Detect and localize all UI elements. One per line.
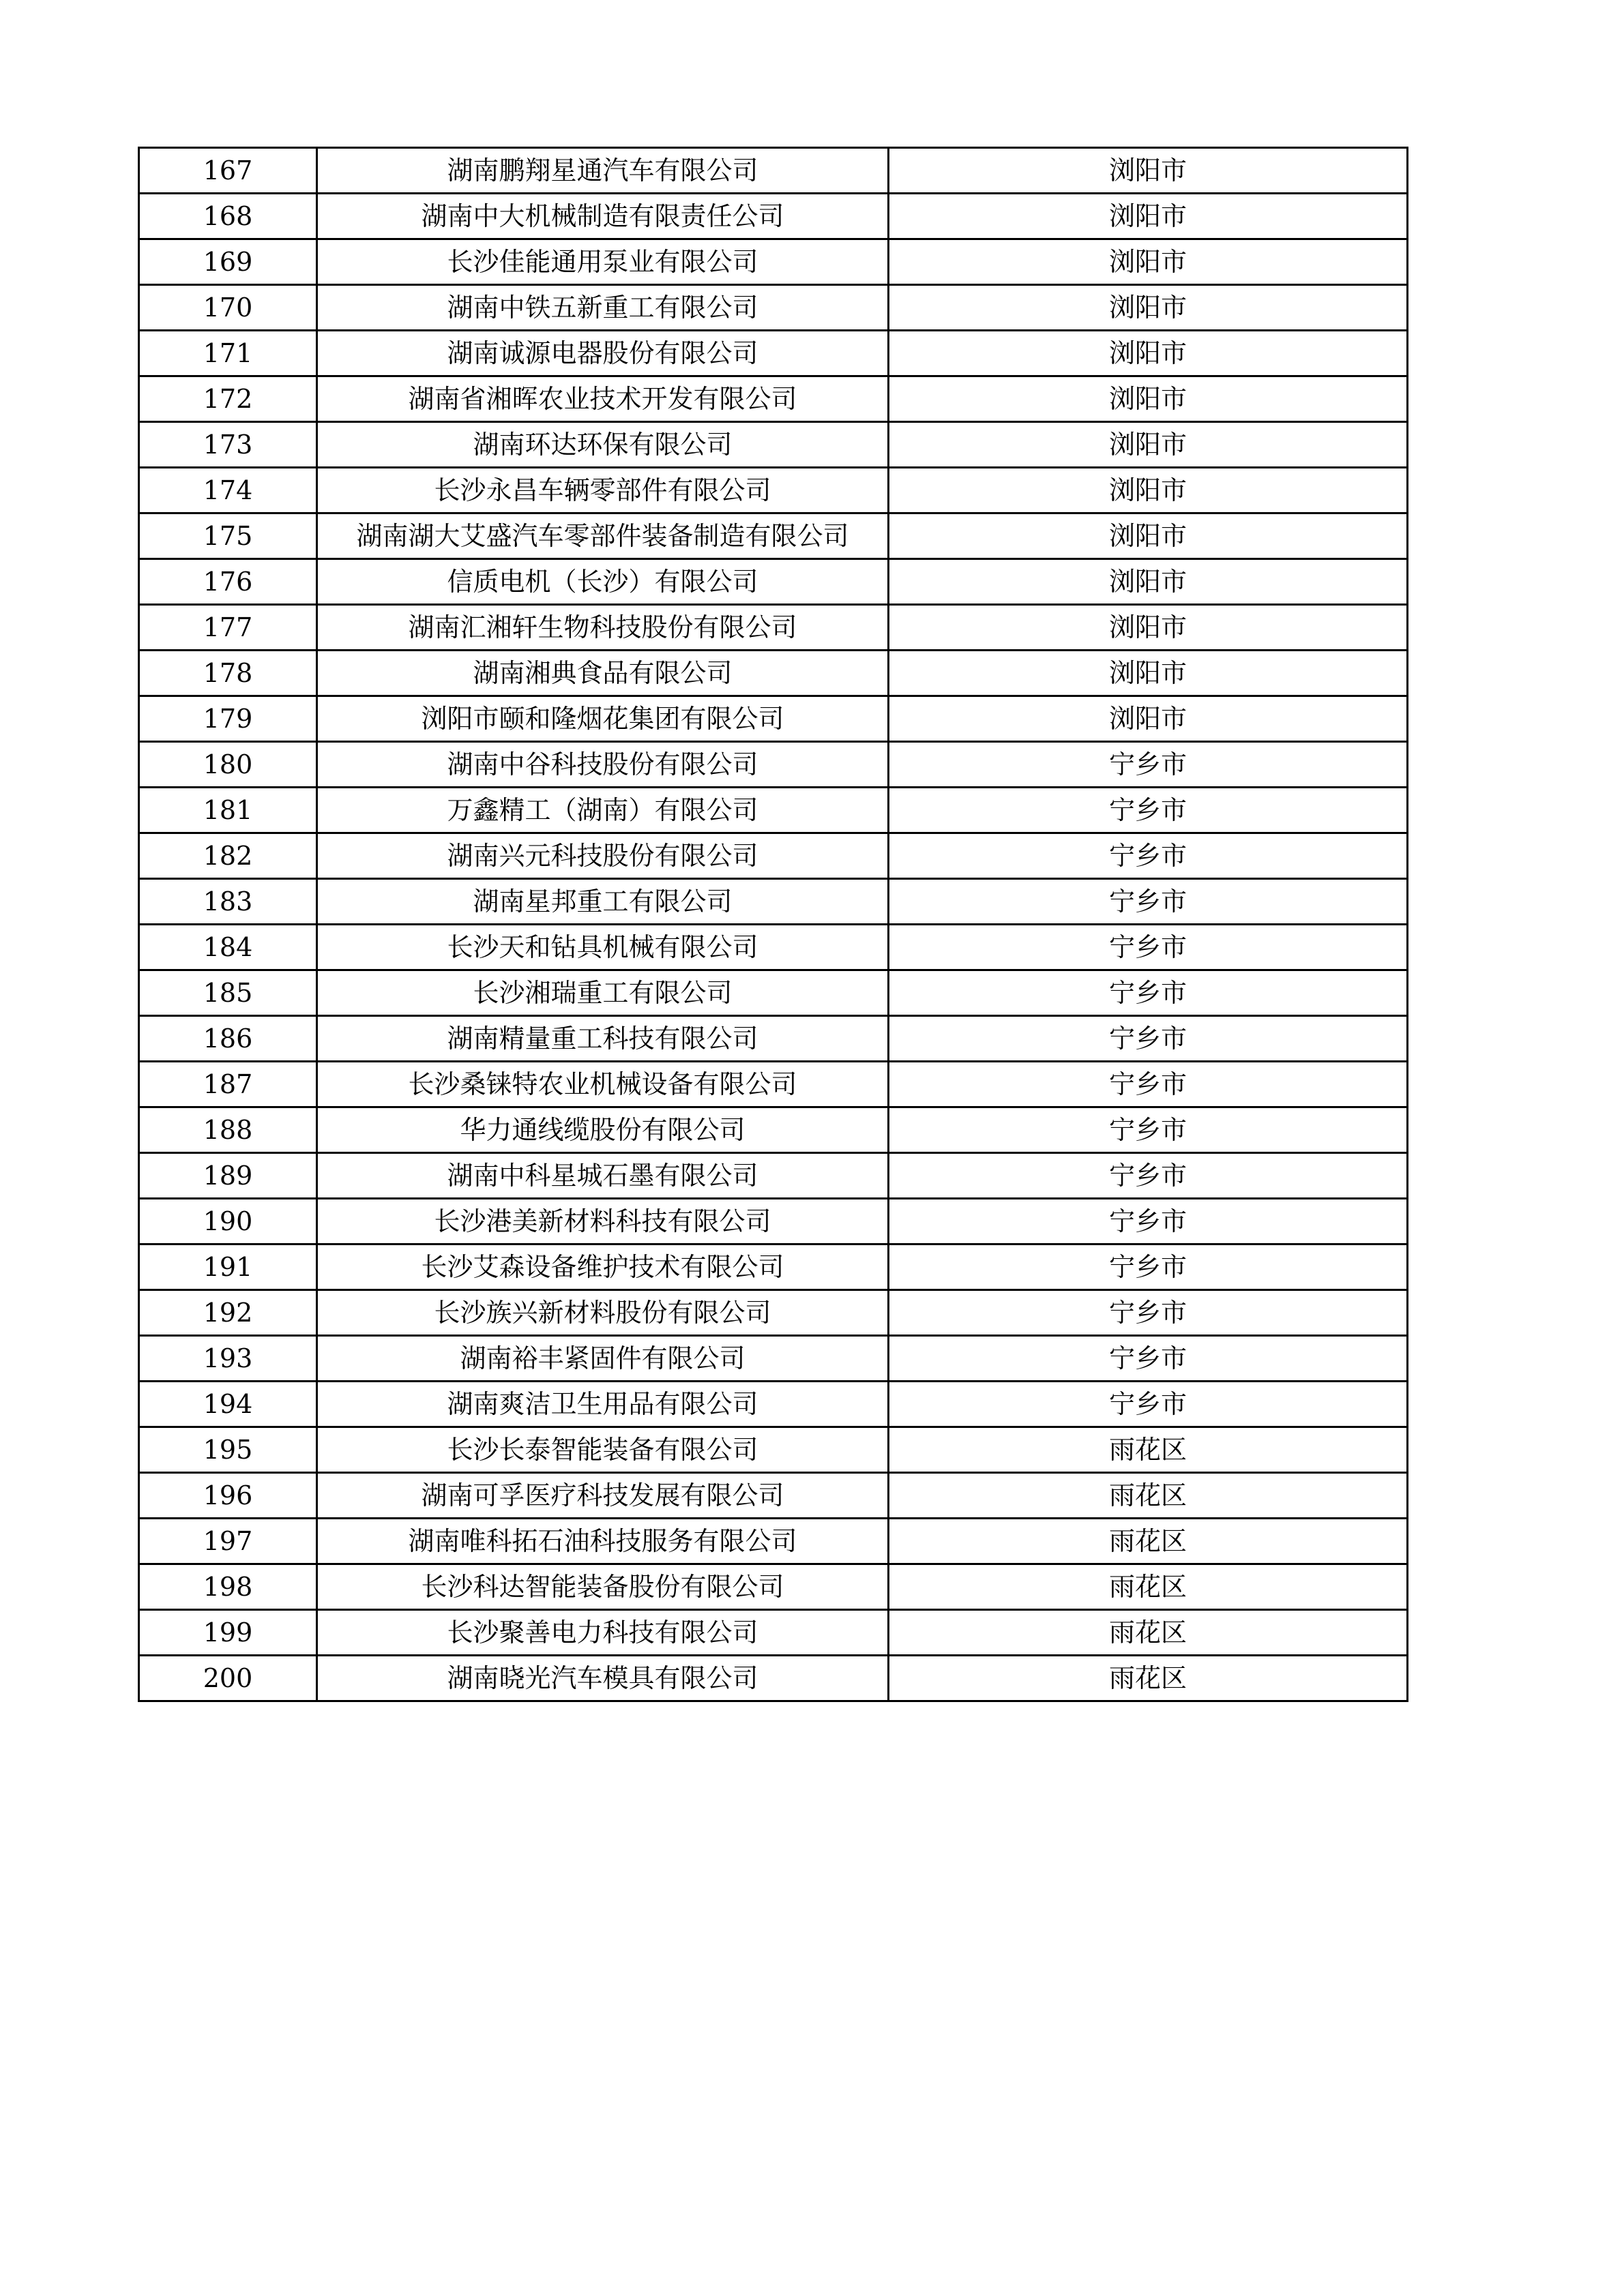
row-number-cell: 170 — [139, 285, 317, 331]
company-name-cell: 湖南中谷科技股份有限公司 — [317, 742, 889, 788]
region-cell: 浏阳市 — [889, 605, 1408, 651]
region-cell: 宁乡市 — [889, 833, 1408, 879]
company-name-cell: 湖南中大机械制造有限责任公司 — [317, 194, 889, 239]
region-cell: 雨花区 — [889, 1427, 1408, 1473]
company-name-cell: 湖南裕丰紧固件有限公司 — [317, 1336, 889, 1382]
row-number-cell: 188 — [139, 1107, 317, 1153]
company-name-cell: 长沙艾森设备维护技术有限公司 — [317, 1244, 889, 1290]
table-row — [139, 1107, 1408, 1153]
table-row — [139, 148, 1408, 194]
region-cell: 雨花区 — [889, 1564, 1408, 1610]
row-number-cell: 187 — [139, 1062, 317, 1107]
row-number-cell: 196 — [139, 1473, 317, 1519]
row-number-cell: 198 — [139, 1564, 317, 1610]
table-row — [139, 1290, 1408, 1336]
table-row — [139, 513, 1408, 559]
table-row — [139, 194, 1408, 239]
table-row — [139, 1336, 1408, 1382]
table-row — [139, 742, 1408, 788]
company-name-cell: 湖南湘典食品有限公司 — [317, 651, 889, 696]
row-number-cell: 173 — [139, 422, 317, 468]
row-number-cell: 189 — [139, 1153, 317, 1199]
table-row — [139, 925, 1408, 970]
table-row — [139, 1062, 1408, 1107]
company-name-cell: 浏阳市颐和隆烟花集团有限公司 — [317, 696, 889, 742]
company-name-cell: 湖南可孚医疗科技发展有限公司 — [317, 1473, 889, 1519]
row-number-cell: 181 — [139, 788, 317, 833]
row-number-cell: 175 — [139, 513, 317, 559]
row-number-cell: 197 — [139, 1519, 317, 1564]
region-cell: 浏阳市 — [889, 148, 1408, 194]
table-row — [139, 1244, 1408, 1290]
row-number-cell: 177 — [139, 605, 317, 651]
company-name-cell: 长沙科达智能装备股份有限公司 — [317, 1564, 889, 1610]
table-row — [139, 1199, 1408, 1244]
table-row — [139, 376, 1408, 422]
table-row — [139, 422, 1408, 468]
region-cell: 宁乡市 — [889, 788, 1408, 833]
region-cell: 雨花区 — [889, 1656, 1408, 1701]
company-name-cell: 长沙湘瑞重工有限公司 — [317, 970, 889, 1016]
region-cell: 宁乡市 — [889, 879, 1408, 925]
company-name-cell: 信质电机（长沙）有限公司 — [317, 559, 889, 605]
company-name-cell: 长沙聚善电力科技有限公司 — [317, 1610, 889, 1656]
table-body — [139, 148, 1408, 1701]
region-cell: 浏阳市 — [889, 239, 1408, 285]
region-cell: 宁乡市 — [889, 1107, 1408, 1153]
table-row — [139, 1153, 1408, 1199]
region-cell: 浏阳市 — [889, 651, 1408, 696]
company-name-cell: 湖南汇湘轩生物科技股份有限公司 — [317, 605, 889, 651]
table-row — [139, 651, 1408, 696]
company-name-cell: 长沙港美新材料科技有限公司 — [317, 1199, 889, 1244]
company-name-cell: 长沙永昌车辆零部件有限公司 — [317, 468, 889, 513]
company-name-cell: 湖南星邦重工有限公司 — [317, 879, 889, 925]
row-number-cell: 191 — [139, 1244, 317, 1290]
table-row — [139, 1564, 1408, 1610]
company-name-cell: 长沙长泰智能装备有限公司 — [317, 1427, 889, 1473]
company-name-cell: 长沙佳能通用泵业有限公司 — [317, 239, 889, 285]
row-number-cell: 190 — [139, 1199, 317, 1244]
region-cell: 浏阳市 — [889, 696, 1408, 742]
company-name-cell: 湖南兴元科技股份有限公司 — [317, 833, 889, 879]
region-cell: 浏阳市 — [889, 559, 1408, 605]
table-row — [139, 331, 1408, 376]
table-row — [139, 879, 1408, 925]
region-cell: 宁乡市 — [889, 1016, 1408, 1062]
table-row — [139, 605, 1408, 651]
row-number-cell: 179 — [139, 696, 317, 742]
row-number-cell: 183 — [139, 879, 317, 925]
table-row — [139, 1656, 1408, 1701]
table-row — [139, 1427, 1408, 1473]
company-name-cell: 湖南省湘晖农业技术开发有限公司 — [317, 376, 889, 422]
company-name-cell: 湖南晓光汽车模具有限公司 — [317, 1656, 889, 1701]
company-name-cell: 湖南诚源电器股份有限公司 — [317, 331, 889, 376]
row-number-cell: 194 — [139, 1382, 317, 1427]
company-name-cell: 湖南环达环保有限公司 — [317, 422, 889, 468]
row-number-cell: 185 — [139, 970, 317, 1016]
region-cell: 雨花区 — [889, 1519, 1408, 1564]
region-cell: 宁乡市 — [889, 1244, 1408, 1290]
region-cell: 浏阳市 — [889, 422, 1408, 468]
region-cell: 宁乡市 — [889, 1153, 1408, 1199]
row-number-cell: 182 — [139, 833, 317, 879]
region-cell: 宁乡市 — [889, 1382, 1408, 1427]
row-number-cell: 195 — [139, 1427, 317, 1473]
row-number-cell: 200 — [139, 1656, 317, 1701]
company-name-cell: 湖南鹏翔星通汽车有限公司 — [317, 148, 889, 194]
row-number-cell: 174 — [139, 468, 317, 513]
row-number-cell: 192 — [139, 1290, 317, 1336]
company-name-cell: 湖南精量重工科技有限公司 — [317, 1016, 889, 1062]
region-cell: 雨花区 — [889, 1610, 1408, 1656]
company-name-cell: 万鑫精工（湖南）有限公司 — [317, 788, 889, 833]
table-row — [139, 468, 1408, 513]
table-row — [139, 970, 1408, 1016]
row-number-cell: 172 — [139, 376, 317, 422]
row-number-cell: 168 — [139, 194, 317, 239]
row-number-cell: 184 — [139, 925, 317, 970]
company-name-cell: 华力通线缆股份有限公司 — [317, 1107, 889, 1153]
table-row — [139, 559, 1408, 605]
company-name-cell: 湖南湖大艾盛汽车零部件装备制造有限公司 — [317, 513, 889, 559]
region-cell: 宁乡市 — [889, 925, 1408, 970]
row-number-cell: 199 — [139, 1610, 317, 1656]
table-row — [139, 285, 1408, 331]
company-name-cell: 湖南中科星城石墨有限公司 — [317, 1153, 889, 1199]
region-cell: 雨花区 — [889, 1473, 1408, 1519]
region-cell: 宁乡市 — [889, 1336, 1408, 1382]
region-cell: 浏阳市 — [889, 376, 1408, 422]
region-cell: 浏阳市 — [889, 331, 1408, 376]
company-name-cell: 长沙族兴新材料股份有限公司 — [317, 1290, 889, 1336]
company-name-cell: 长沙桑铼特农业机械设备有限公司 — [317, 1062, 889, 1107]
row-number-cell: 167 — [139, 148, 317, 194]
row-number-cell: 169 — [139, 239, 317, 285]
region-cell: 浏阳市 — [889, 513, 1408, 559]
table-row — [139, 1016, 1408, 1062]
region-cell: 浏阳市 — [889, 194, 1408, 239]
row-number-cell: 176 — [139, 559, 317, 605]
table-row — [139, 1519, 1408, 1564]
region-cell: 宁乡市 — [889, 742, 1408, 788]
region-cell: 宁乡市 — [889, 970, 1408, 1016]
table-row — [139, 696, 1408, 742]
table-row — [139, 239, 1408, 285]
row-number-cell: 193 — [139, 1336, 317, 1382]
company-name-cell: 湖南中铁五新重工有限公司 — [317, 285, 889, 331]
region-cell: 宁乡市 — [889, 1062, 1408, 1107]
table-row — [139, 1610, 1408, 1656]
company-name-cell: 湖南唯科拓石油科技服务有限公司 — [317, 1519, 889, 1564]
row-number-cell: 171 — [139, 331, 317, 376]
table-row — [139, 788, 1408, 833]
region-cell: 浏阳市 — [889, 285, 1408, 331]
region-cell: 浏阳市 — [889, 468, 1408, 513]
company-list-table — [138, 147, 1408, 1702]
table-row — [139, 833, 1408, 879]
region-cell: 宁乡市 — [889, 1290, 1408, 1336]
row-number-cell: 180 — [139, 742, 317, 788]
row-number-cell: 186 — [139, 1016, 317, 1062]
region-cell: 宁乡市 — [889, 1199, 1408, 1244]
table-row — [139, 1473, 1408, 1519]
company-name-cell: 湖南爽洁卫生用品有限公司 — [317, 1382, 889, 1427]
table-row — [139, 1382, 1408, 1427]
company-name-cell: 长沙天和钻具机械有限公司 — [317, 925, 889, 970]
row-number-cell: 178 — [139, 651, 317, 696]
